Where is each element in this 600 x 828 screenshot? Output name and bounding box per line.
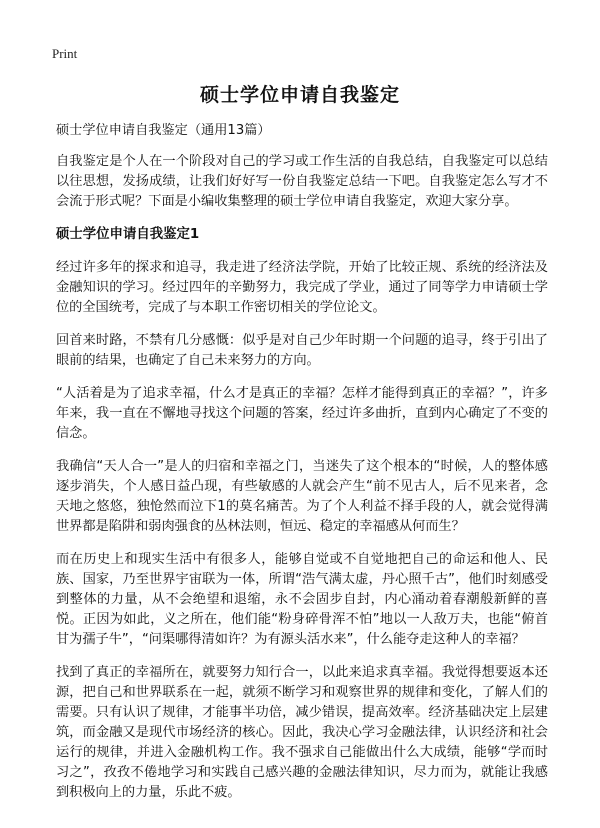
section-heading: 硕士学位申请自我鉴定1: [56, 227, 200, 242]
body-paragraph: 我确信“天人合一”是人的归宿和幸福之门，当迷失了这个根本的“时候，人的整体感逐步消失，个人感日益凸现，有些敏感的人就会产生“前不见古人，后不见来者，念天地之悠悠，独怆然而泣下1的莫名痛苦。为了个人利益不择手段的人，就会觉得满世界都是陷阱和弱肉强食的丛林法则，恒远、稳定的幸福感从何而生？: [56, 459, 548, 534]
document-body: [56, 121, 548, 816]
body-paragraph: “人活着是为了追求幸福，什么才是真正的幸福？怎样才能得到真正的幸福？”，许多年来，我一直在不懈地寻找这个问题的答案，经过许多曲折，直到内心确定了不变的信念。: [56, 386, 548, 441]
body-paragraph: 回首来时路，不禁有几分感慨：似乎是对自己少年时期一个问题的追寻，终于引出了眼前的结果，也确定了自己未来努力的方向。: [56, 333, 548, 368]
body-paragraph: 而在历史上和现实生活中有很多人，能够自觉或不自觉地把自己的命运和他人、民族、国家，乃至世界宇宙联为一体，所谓“浩气满太虚，丹心照千古”，他们时刻感受到整体的力量，从不会绝望和退缩，永不会固步自封，内心涌动着春潮般新鲜的喜悦。正因为如此，义之所在，他们能“粉身碎骨浑不怕”地以一人敌万夫，也能“俯首甘为孺子牛”，“问渠哪得清如许？为有源头活水来”，什么能夺走这种人的幸福？: [56, 552, 548, 647]
body-paragraph: 经过许多年的探求和追寻，我走进了经济法学院，开始了比较正规、系统的经济法及金融知识的学习。经过四年的辛勤努力，我完成了学业，通过了同等学力申请硕士学位的全国统考，完成了与本职工作密切相关的学位论文。: [56, 260, 548, 315]
intro-paragraph: 自我鉴定是个人在一个阶段对自己的学习或工作生活的自我总结，自我鉴定可以总结以往思想，发扬成绩，让我们好好写一份自我鉴定总结一下吧。自我鉴定怎么写才不会流于形式呢？下面是小编收集整理的硕士学位申请自我鉴定，欢迎大家分享。: [56, 154, 548, 209]
print-label: Print: [52, 46, 78, 61]
document-title: 硕士学位申请自我鉴定: [199, 84, 400, 106]
body-paragraph: 找到了真正的幸福所在，就要努力知行合一，以此来追求真幸福。我觉得想要返本还源，把自己和世界联系在一起，就须不断学习和观察世界的规律和变化，了解人们的需要。只有认识了规律，才能事半功倍，减少错误，提高效率。经济基础决定上层建筑，而金融又是现代市场经济的核心。因此，我决心学习金融法律，认识经济和社会运行的规律，并进入金融机构工作。我不强求自己能做出什么大成绩，能够“学而时习之”，孜孜不倦地学习和实践自己感兴趣的金融法律知识，尽力而为，就能让我感到积极向上的力量，乐此不疲。: [56, 665, 548, 800]
document-subtitle: 硕士学位申请自我鉴定（通用13篇）: [56, 123, 271, 138]
